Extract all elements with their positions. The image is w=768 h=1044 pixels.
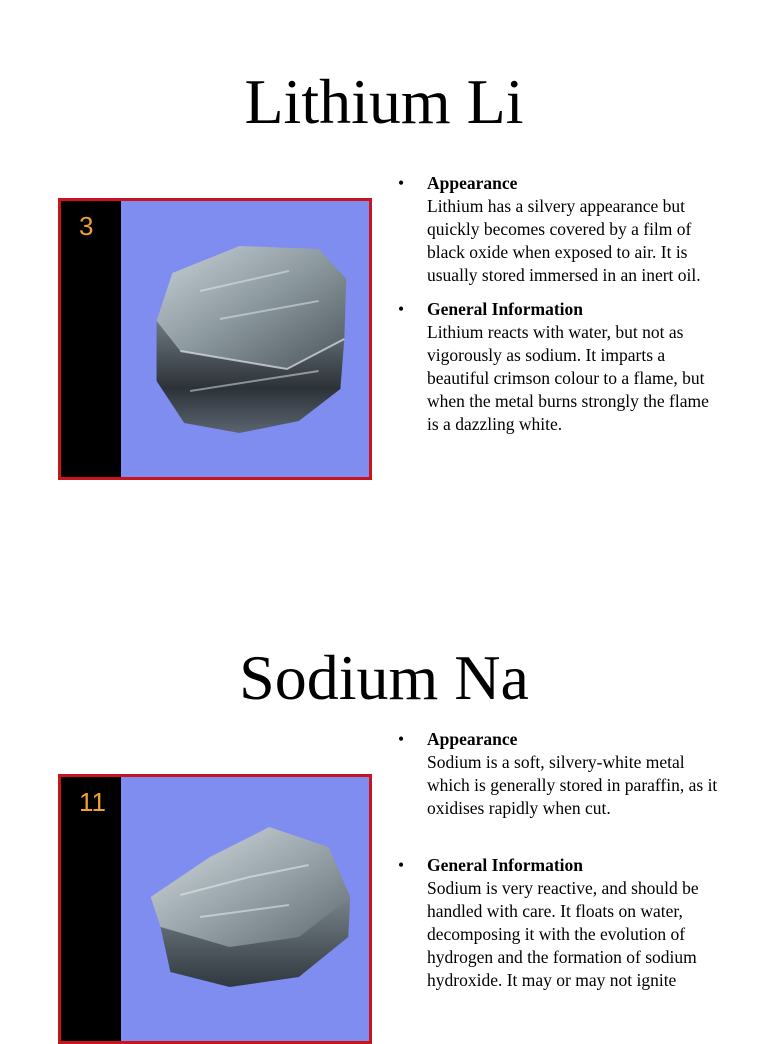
bullet-dot: • (398, 173, 405, 193)
sodium-metal-image (121, 777, 369, 1041)
slide-title: Sodium Na (239, 642, 529, 713)
atomic-number: 11 (79, 787, 106, 817)
card-strip (61, 201, 121, 477)
bullet-dot: • (398, 729, 405, 749)
bullet-heading: Appearance (427, 729, 518, 749)
atomic-number: 3 (79, 211, 94, 241)
slide-title: Lithium Li (244, 66, 524, 137)
bullet-body: Sodium is very reactive, and should be handled with care. It floats on water, decomposing it with the evolution of hydrogen and the formation of sodium hydroxide. It may or may not ignite (427, 878, 699, 990)
bullet-body: Sodium is a soft, silvery-white metal which is generally stored in paraffin, as it oxidises rapidly when cut. (427, 752, 718, 818)
bullet-list (398, 728, 718, 1003)
element-image-card (58, 774, 372, 1044)
slide-sodium (0, 570, 768, 1030)
bullet-heading: General Information (427, 855, 584, 875)
lithium-metal-image (121, 201, 369, 477)
bullet-heading: General Information (427, 299, 584, 319)
bullet-dot: • (398, 855, 405, 875)
bullet-list (398, 172, 718, 447)
bullet-body: Lithium has a silvery appearance but quickly becomes covered by a film of black oxide when exposed to air. It is usually stored immersed in an inert oil. (427, 196, 701, 285)
bullet-item (398, 172, 718, 287)
bullet-heading: Appearance (427, 173, 518, 193)
bullet-item (398, 854, 718, 992)
element-image-card (58, 198, 372, 480)
bullet-item (398, 728, 718, 820)
bullet-item (398, 298, 718, 436)
bullet-dot: • (398, 299, 405, 319)
bullet-body: Lithium reacts with water, but not as vigorously as sodium. It imparts a beautiful crimson colour to a flame, but when the metal burns strongly the flame is a dazzling white. (427, 322, 709, 434)
